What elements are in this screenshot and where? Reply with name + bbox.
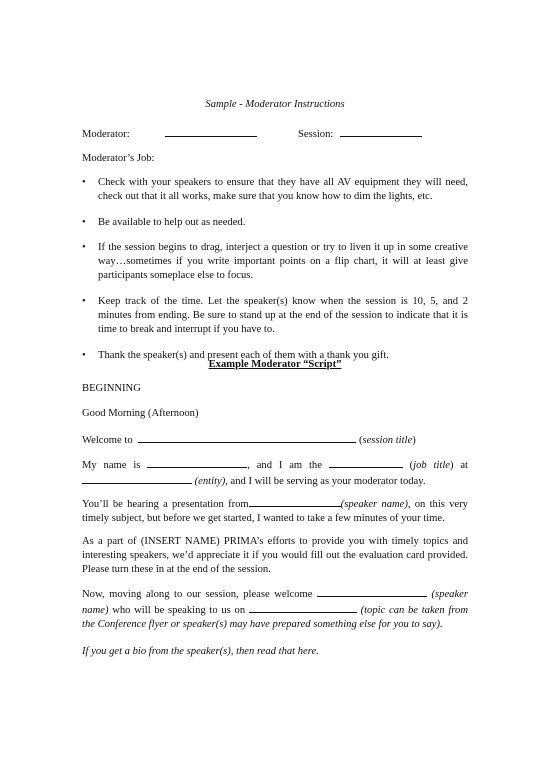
paren-open: ( [409, 460, 414, 471]
welcome-prefix: Welcome to [82, 435, 133, 446]
entity-blank [82, 473, 192, 484]
myname-line-2 [82, 473, 468, 489]
session-label: Session: [297, 129, 334, 140]
list-item: • Keep track of the time. Let the speaker(s) know when the session is 10, 5, and 2 minutes from ending. Be sure to stand up at the end of the session to indicate that it is time to break and interrupt if you have to. [82, 295, 468, 337]
entity-hint: (entity), [194, 476, 228, 487]
script-heading: Example Moderator “Script” [208, 359, 342, 370]
speaker-blank [317, 586, 427, 597]
welcome-speaker-paragraph [82, 586, 468, 632]
list-item: • If the session begins to drag, interject a question or try to liven it up in some creative way…sometimes if you write important points on a flip chart, it will at least give participants someplace else to focus. [82, 241, 468, 283]
paren-close: ) [412, 435, 416, 446]
list-item: • Check with your speakers to ensure that they have all AV equipment they will need, check out that it all works, make sure that you know how to dim the lights, etc. [82, 176, 468, 204]
hearing-text-2: on this very timely subject, but before we get started, I wanted to take a few minutes of your time. [82, 499, 468, 524]
list-item: • Thank the speaker(s) and present each of them with a thank you gift. [82, 349, 468, 363]
myname-text-2: , and I am the [247, 460, 322, 471]
topic-hint: (topic can be taken from the Conference flyer or speaker(s) may have prepared something else for you to say). [82, 605, 468, 630]
welcome-speaker-text-1: Now, moving along to our session, please welcome [82, 589, 313, 600]
bio-note: If you get a bio from the speaker(s), then read that here. [82, 646, 319, 657]
moderator-session-line [82, 126, 422, 142]
job-title-hint: job title [413, 460, 450, 471]
welcome-line [82, 432, 416, 448]
document-title: Sample - Moderator Instructions [205, 99, 345, 110]
job-list [82, 176, 468, 363]
greeting-line: Good Morning (Afternoon) [82, 408, 199, 419]
topic-blank [249, 602, 357, 613]
speaker-name-hint: (speaker name), [340, 499, 411, 510]
speaker-name-blank [249, 496, 341, 507]
myname-paragraph [82, 457, 468, 489]
moderator-label: Moderator: [82, 129, 130, 140]
job-title-blank [329, 457, 403, 468]
myname-text-4: and I will be serving as your moderator today. [227, 476, 426, 487]
job-heading: Moderator’s Job: [82, 153, 155, 164]
welcome-speaker-text-2: who will be speaking to us on [108, 605, 246, 616]
list-item: • Be available to help out as needed. [82, 216, 468, 230]
myname-text-1: My name is [82, 460, 141, 471]
myname-text-3: ) at [450, 460, 469, 471]
hearing-paragraph [82, 496, 468, 526]
session-title-blank [138, 432, 356, 443]
name-blank [147, 457, 247, 468]
session-blank [340, 126, 422, 137]
session-title-hint: session title [362, 435, 413, 446]
hearing-text-1: You’ll be hearing a presentation from [82, 499, 249, 510]
paren-open: ( [358, 435, 363, 446]
speaker-hint: (speaker name) [82, 589, 468, 616]
myname-line-1 [82, 457, 468, 473]
prima-paragraph: As a part of (INSERT NAME) PRIMA’s efforts to provide you with timely topics and interesting speakers, we’d appreciate it if you would fill out the evaluation card provided. Please turn these in at the end of the session. [82, 536, 468, 575]
beginning-heading: BEGINNING [82, 383, 141, 394]
moderator-blank [165, 126, 257, 137]
